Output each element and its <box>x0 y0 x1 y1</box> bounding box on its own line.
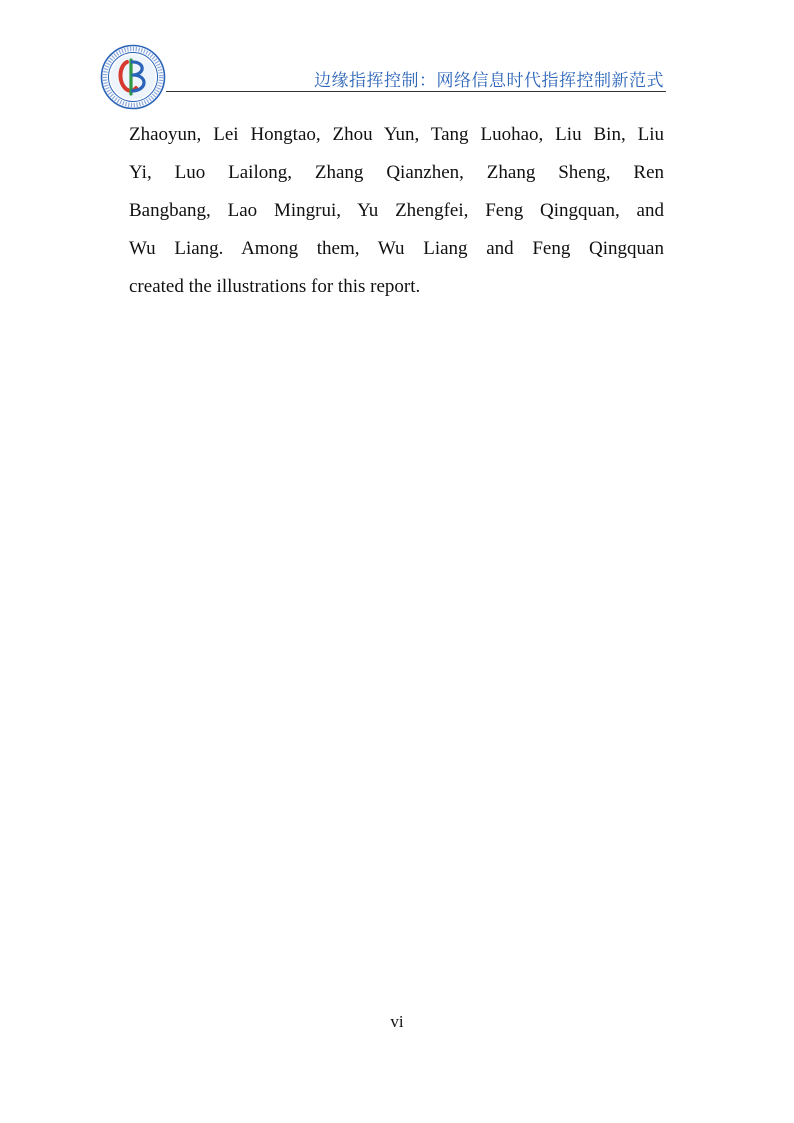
page-header <box>96 40 666 116</box>
text-line: Bangbang, Lao Mingrui, Yu Zhengfei, Feng Qingquan, and <box>129 200 664 221</box>
text-line: created the illustrations for this report. <box>129 276 421 297</box>
text-line: Wu Liang. Among them, Wu Liang and Feng Qingquan <box>129 238 664 259</box>
text-line: Yi, Luo Lailong, Zhang Qianzhen, Zhang Sheng, Ren <box>129 162 664 183</box>
page-number: vi <box>390 1012 404 1031</box>
header-title: 边缘指挥控制：网络信息时代指挥控制新范式 <box>314 71 664 91</box>
cb-emblem-logo-icon <box>100 44 166 110</box>
text-line: Zhaoyun, Lei Hongtao, Zhou Yun, Tang Luohao, Liu Bin, Liu <box>129 124 664 145</box>
body-paragraph <box>129 116 664 306</box>
header-divider <box>166 91 666 92</box>
